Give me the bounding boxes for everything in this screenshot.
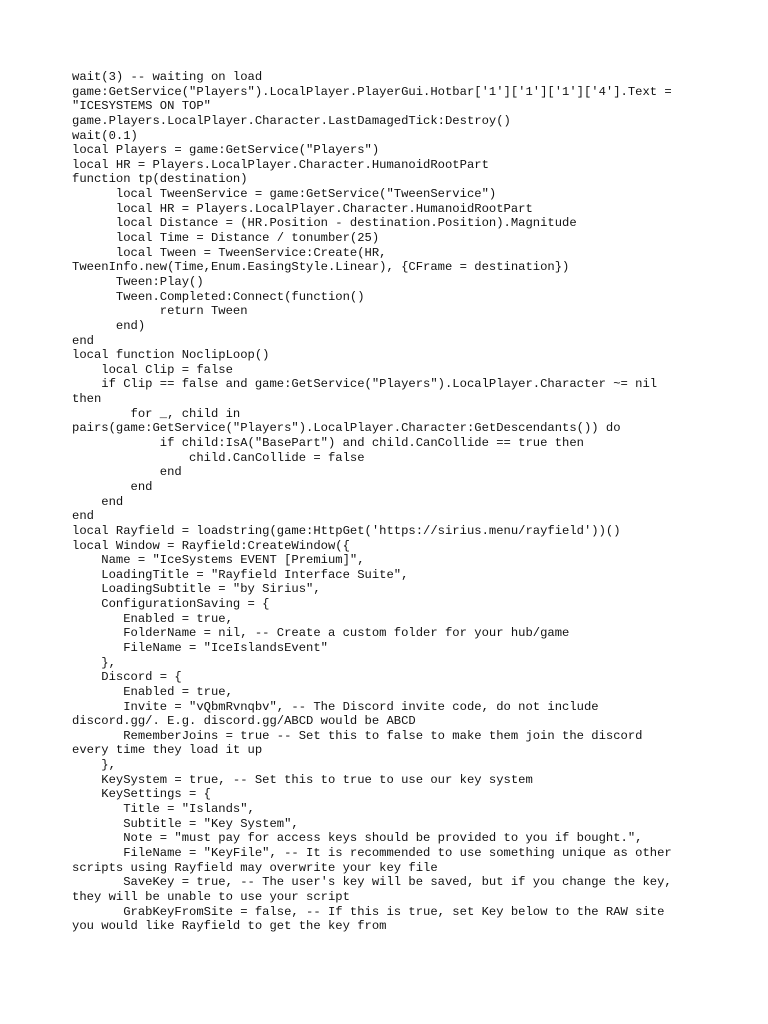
code-line: local TweenService = game:GetService("TweenService") xyxy=(72,187,497,202)
code-line: Subtitle = "Key System", xyxy=(72,816,299,831)
code-line: local Tween = TweenService:Create(HR, xyxy=(72,245,387,260)
code-line: ConfigurationSaving = { xyxy=(72,597,270,612)
code-line: LoadingSubtitle = "by Sirius", xyxy=(72,582,321,597)
code-line: }, xyxy=(72,758,116,773)
code-line: they will be unable to use your script xyxy=(72,889,350,904)
code-line: discord.gg/. E.g. discord.gg/ABCD would be ABCD xyxy=(72,714,416,729)
code-line: local Window = Rayfield:CreateWindow({ xyxy=(72,538,350,553)
code-line: game.Players.LocalPlayer.Character.LastDamagedTick:Destroy() xyxy=(72,113,511,128)
code-line: end xyxy=(72,509,94,524)
code-line: end xyxy=(72,479,153,494)
code-line: Tween.Completed:Connect(function() xyxy=(72,289,365,304)
code-line: Enabled = true, xyxy=(72,611,233,626)
code-line: Discord = { xyxy=(72,670,182,685)
code-line: GrabKeyFromSite = false, -- If this is true, set Key below to the RAW site xyxy=(72,904,665,919)
code-line: end xyxy=(72,465,182,480)
code-line: Invite = "vQbmRvnqbv", -- The Discord invite code, do not include xyxy=(72,699,599,714)
code-line: return Tween xyxy=(72,304,248,319)
code-line: Name = "IceSystems EVENT [Premium]", xyxy=(72,553,365,568)
code-line: Note = "must pay for access keys should be provided to you if bought.", xyxy=(72,831,643,846)
code-line: LoadingTitle = "Rayfield Interface Suite", xyxy=(72,567,409,582)
code-line: local Rayfield = loadstring(game:HttpGet('https://sirius.menu/rayfield'))() xyxy=(72,523,621,538)
code-line: end xyxy=(72,333,94,348)
code-line: game:GetService("Players").LocalPlayer.PlayerGui.Hotbar['1']['1']['1']['4'].Text = xyxy=(72,84,672,99)
code-line: FolderName = nil, -- Create a custom folder for your hub/game xyxy=(72,626,570,641)
code-line: for _, child in xyxy=(72,406,241,421)
code-line: "ICESYSTEMS ON TOP" xyxy=(72,99,211,114)
code-line: SaveKey = true, -- The user's key will be saved, but if you change the key, xyxy=(72,875,672,890)
code-line: FileName = "KeyFile", -- It is recommended to use something unique as other xyxy=(72,845,672,860)
code-line: Enabled = true, xyxy=(72,684,233,699)
code-line: local Clip = false xyxy=(72,362,233,377)
code-line: local Time = Distance / tonumber(25) xyxy=(72,231,380,246)
code-line: end) xyxy=(72,318,146,333)
code-line: pairs(game:GetService("Players").LocalPlayer.Character:GetDescendants()) do xyxy=(72,421,621,436)
code-line: if child:IsA("BasePart") and child.CanCollide == true then xyxy=(72,436,584,451)
code-line: local Distance = (HR.Position - destination.Position).Magnitude xyxy=(72,216,577,231)
code-line: scripts using Rayfield may overwrite your key file xyxy=(72,860,438,875)
code-line: if Clip == false and game:GetService("Players").LocalPlayer.Character ~= nil xyxy=(72,377,658,392)
code-line: you would like Rayfield to get the key from xyxy=(72,919,387,934)
code-line: Title = "Islands", xyxy=(72,802,255,817)
code-line: wait(0.1) xyxy=(72,128,138,143)
code-line: KeySettings = { xyxy=(72,787,211,802)
code-block xyxy=(72,70,712,934)
code-line: then xyxy=(72,392,102,407)
code-line: end xyxy=(72,494,124,509)
code-line: Tween:Play() xyxy=(72,274,204,289)
code-line: local Players = game:GetService("Players") xyxy=(72,143,380,158)
code-line: KeySystem = true, -- Set this to true to use our key system xyxy=(72,772,533,787)
code-line: local function NoclipLoop() xyxy=(72,348,270,363)
code-line: child.CanCollide = false xyxy=(72,450,365,465)
code-line: every time they load it up xyxy=(72,743,263,758)
code-line: TweenInfo.new(Time,Enum.EasingStyle.Linear), {CFrame = destination}) xyxy=(72,260,570,275)
code-line: function tp(destination) xyxy=(72,172,248,187)
code-line: wait(3) -- waiting on load xyxy=(72,70,263,84)
code-line: local HR = Players.LocalPlayer.Character.HumanoidRootPart xyxy=(72,157,489,172)
code-line: FileName = "IceIslandsEvent" xyxy=(72,640,328,655)
code-line: local HR = Players.LocalPlayer.Character.HumanoidRootPart xyxy=(72,201,533,216)
code-line: RememberJoins = true -- Set this to false to make them join the discord xyxy=(72,728,643,743)
code-line: }, xyxy=(72,655,116,670)
